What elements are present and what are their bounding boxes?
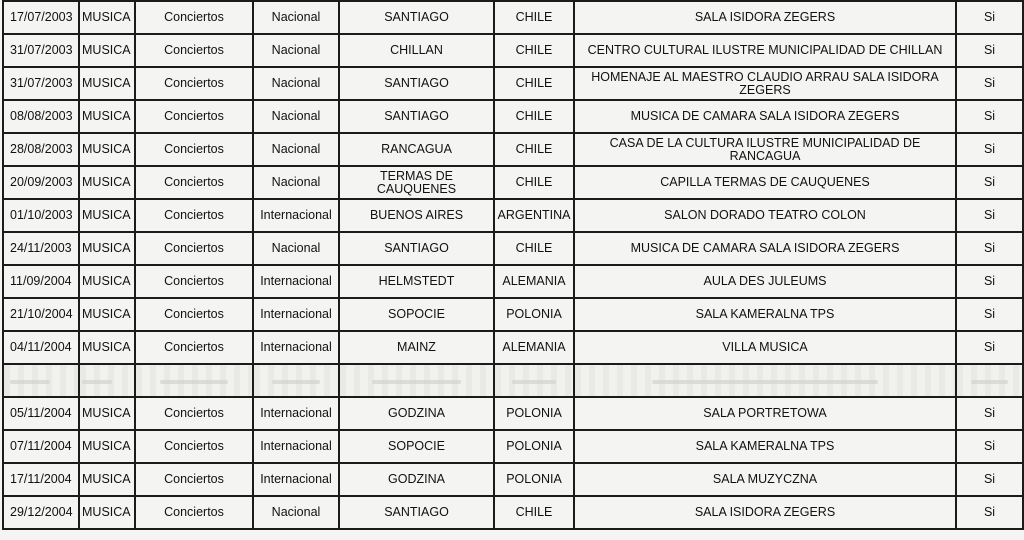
cell-date: 29/12/2004	[3, 496, 79, 529]
cell-venue: VILLA MUSICA	[574, 331, 956, 364]
cell-area: MUSICA	[79, 265, 135, 298]
cell-scope: Nacional	[253, 496, 339, 529]
cell-date: 17/07/2003	[3, 1, 79, 34]
cell-activity-type: Conciertos	[135, 496, 253, 529]
cell-city	[339, 364, 494, 397]
cell-city: RANCAGUA	[339, 133, 494, 166]
cell-date: 20/09/2003	[3, 166, 79, 199]
cell-date: 21/10/2004	[3, 298, 79, 331]
cell-country: CHILE	[494, 100, 574, 133]
cell-activity-type: Conciertos	[135, 100, 253, 133]
cell-area: MUSICA	[79, 463, 135, 496]
cell-scope: Internacional	[253, 265, 339, 298]
cell-area: MUSICA	[79, 331, 135, 364]
cell-scope: Internacional	[253, 397, 339, 430]
cell-city: HELMSTEDT	[339, 265, 494, 298]
cell-scope: Nacional	[253, 67, 339, 100]
table-row	[3, 100, 1023, 133]
faded-text-mark	[652, 380, 878, 384]
cell-flag: Si	[956, 397, 1023, 430]
cell-date: 28/08/2003	[3, 133, 79, 166]
faded-text-mark	[971, 380, 1008, 384]
table-row	[3, 397, 1023, 430]
cell-venue: HOMENAJE AL MAESTRO CLAUDIO ARRAU SALA ISIDORA ZEGERS	[574, 67, 956, 100]
cell-scope: Nacional	[253, 232, 339, 265]
cell-venue: SALA ISIDORA ZEGERS	[574, 1, 956, 34]
cell-venue: MUSICA DE CAMARA SALA ISIDORA ZEGERS	[574, 232, 956, 265]
cell-activity-type: Conciertos	[135, 397, 253, 430]
table-row	[3, 496, 1023, 529]
cell-country: ALEMANIA	[494, 265, 574, 298]
cell-date: 07/11/2004	[3, 430, 79, 463]
table-row	[3, 166, 1023, 199]
cell-venue: SALON DORADO TEATRO COLON	[574, 199, 956, 232]
cell-area: MUSICA	[79, 430, 135, 463]
cell-activity-type: Conciertos	[135, 331, 253, 364]
cell-flag: Si	[956, 133, 1023, 166]
table-row	[3, 133, 1023, 166]
cell-country: CHILE	[494, 496, 574, 529]
cell-city: BUENOS AIRES	[339, 199, 494, 232]
cell-country: ALEMANIA	[494, 331, 574, 364]
cell-activity-type: Conciertos	[135, 463, 253, 496]
cell-country: CHILE	[494, 34, 574, 67]
cell-flag	[956, 364, 1023, 397]
cell-city: GODZINA	[339, 397, 494, 430]
table-row	[3, 232, 1023, 265]
cell-city: SANTIAGO	[339, 100, 494, 133]
cell-country: CHILE	[494, 133, 574, 166]
table-row	[3, 298, 1023, 331]
cell-country: POLONIA	[494, 430, 574, 463]
cell-activity-type: Conciertos	[135, 34, 253, 67]
events-table	[2, 0, 1024, 530]
cell-country: CHILE	[494, 67, 574, 100]
cell-date: 24/11/2003	[3, 232, 79, 265]
cell-scope: Internacional	[253, 463, 339, 496]
cell-flag: Si	[956, 331, 1023, 364]
faded-text-mark	[160, 380, 227, 384]
cell-area: MUSICA	[79, 397, 135, 430]
cell-venue: AULA DES JULEUMS	[574, 265, 956, 298]
events-table-body	[3, 1, 1023, 529]
cell-area: MUSICA	[79, 67, 135, 100]
cell-city: TERMAS DE CAUQUENES	[339, 166, 494, 199]
cell-venue: CAPILLA TERMAS DE CAUQUENES	[574, 166, 956, 199]
cell-flag: Si	[956, 67, 1023, 100]
cell-scope	[253, 364, 339, 397]
cell-scope: Internacional	[253, 331, 339, 364]
cell-date	[3, 364, 79, 397]
cell-country: ARGENTINA	[494, 199, 574, 232]
cell-activity-type: Conciertos	[135, 199, 253, 232]
cell-flag: Si	[956, 166, 1023, 199]
cell-city: SANTIAGO	[339, 1, 494, 34]
cell-city: SANTIAGO	[339, 496, 494, 529]
cell-date: 05/11/2004	[3, 397, 79, 430]
cell-country: POLONIA	[494, 298, 574, 331]
cell-venue	[574, 364, 956, 397]
cell-scope: Internacional	[253, 430, 339, 463]
cell-date: 31/07/2003	[3, 34, 79, 67]
cell-area: MUSICA	[79, 34, 135, 67]
faded-text-mark	[82, 380, 112, 384]
cell-area: MUSICA	[79, 232, 135, 265]
table-row	[3, 331, 1023, 364]
cell-venue: MUSICA DE CAMARA SALA ISIDORA ZEGERS	[574, 100, 956, 133]
faded-text-mark	[372, 380, 461, 384]
cell-city: SANTIAGO	[339, 67, 494, 100]
cell-date: 04/11/2004	[3, 331, 79, 364]
cell-venue: SALA KAMERALNA TPS	[574, 298, 956, 331]
cell-area	[79, 364, 135, 397]
cell-venue: SALA KAMERALNA TPS	[574, 430, 956, 463]
cell-scope: Internacional	[253, 199, 339, 232]
cell-area: MUSICA	[79, 166, 135, 199]
cell-activity-type: Conciertos	[135, 1, 253, 34]
table-row	[3, 67, 1023, 100]
cell-date: 08/08/2003	[3, 100, 79, 133]
cell-country	[494, 364, 574, 397]
cell-activity-type: Conciertos	[135, 133, 253, 166]
cell-flag: Si	[956, 298, 1023, 331]
table-row-illegible	[3, 364, 1023, 397]
cell-scope: Nacional	[253, 133, 339, 166]
cell-venue: SALA PORTRETOWA	[574, 397, 956, 430]
cell-flag: Si	[956, 232, 1023, 265]
table-row	[3, 34, 1023, 67]
cell-flag: Si	[956, 199, 1023, 232]
cell-activity-type	[135, 364, 253, 397]
cell-activity-type: Conciertos	[135, 67, 253, 100]
cell-city: SOPOCIE	[339, 430, 494, 463]
cell-country: CHILE	[494, 232, 574, 265]
cell-country: POLONIA	[494, 463, 574, 496]
cell-flag: Si	[956, 496, 1023, 529]
cell-area: MUSICA	[79, 496, 135, 529]
cell-date: 31/07/2003	[3, 67, 79, 100]
cell-activity-type: Conciertos	[135, 430, 253, 463]
cell-city: SANTIAGO	[339, 232, 494, 265]
cell-venue: CENTRO CULTURAL ILUSTRE MUNICIPALIDAD DE CHILLAN	[574, 34, 956, 67]
table-row	[3, 1, 1023, 34]
cell-scope: Internacional	[253, 298, 339, 331]
cell-activity-type: Conciertos	[135, 166, 253, 199]
cell-venue: SALA ISIDORA ZEGERS	[574, 496, 956, 529]
cell-area: MUSICA	[79, 100, 135, 133]
cell-city: CHILLAN	[339, 34, 494, 67]
cell-country: CHILE	[494, 166, 574, 199]
cell-scope: Nacional	[253, 34, 339, 67]
table-row	[3, 463, 1023, 496]
cell-activity-type: Conciertos	[135, 298, 253, 331]
cell-scope: Nacional	[253, 1, 339, 34]
cell-country: POLONIA	[494, 397, 574, 430]
cell-date: 11/09/2004	[3, 265, 79, 298]
cell-city: SOPOCIE	[339, 298, 494, 331]
cell-venue: SALA MUZYCZNA	[574, 463, 956, 496]
cell-city: GODZINA	[339, 463, 494, 496]
faded-text-mark	[512, 380, 556, 384]
cell-city: MAINZ	[339, 331, 494, 364]
cell-country: CHILE	[494, 1, 574, 34]
cell-area: MUSICA	[79, 133, 135, 166]
faded-text-mark	[10, 380, 50, 384]
cell-activity-type: Conciertos	[135, 232, 253, 265]
faded-text-mark	[272, 380, 320, 384]
cell-flag: Si	[956, 100, 1023, 133]
cell-flag: Si	[956, 1, 1023, 34]
cell-flag: Si	[956, 463, 1023, 496]
cell-date: 01/10/2003	[3, 199, 79, 232]
cell-flag: Si	[956, 430, 1023, 463]
cell-scope: Nacional	[253, 100, 339, 133]
table-row	[3, 265, 1023, 298]
table-row	[3, 430, 1023, 463]
cell-flag: Si	[956, 265, 1023, 298]
cell-scope: Nacional	[253, 166, 339, 199]
table-row	[3, 199, 1023, 232]
cell-area: MUSICA	[79, 298, 135, 331]
cell-venue: CASA DE LA CULTURA ILUSTRE MUNICIPALIDAD DE RANCAGUA	[574, 133, 956, 166]
cell-date: 17/11/2004	[3, 463, 79, 496]
cell-activity-type: Conciertos	[135, 265, 253, 298]
cell-area: MUSICA	[79, 199, 135, 232]
cell-area: MUSICA	[79, 1, 135, 34]
cell-flag: Si	[956, 34, 1023, 67]
